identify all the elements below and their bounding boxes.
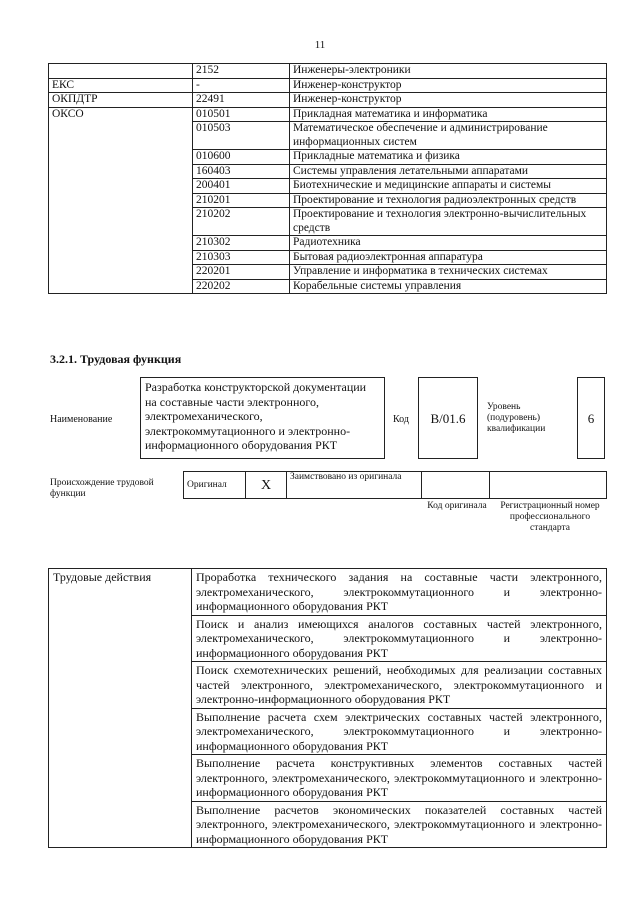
- codes-row: [49, 93, 607, 108]
- action-row: [49, 569, 607, 616]
- codes-row: [49, 150, 607, 165]
- classifier-label: ОКПДТР: [49, 93, 193, 108]
- classifier-code: 22491: [193, 93, 290, 108]
- action-text: Поиск и анализ имеющихся аналогов составных частей электронного, электромеханического, электрокоммутационного и электронно-информационного оборудования РКТ: [192, 615, 607, 662]
- code-original-cell: [422, 472, 490, 499]
- action-text: Выполнение расчета конструктивных элементов составных частей электронного, электромеханического, электрокоммутационного и электронно-информационного оборудования РКТ: [192, 755, 607, 802]
- classifier-label: ЕКС: [49, 78, 193, 93]
- function-code-value: B/01.6: [418, 377, 478, 459]
- actions-label-spacer: [49, 755, 192, 802]
- labor-actions-table: [48, 568, 607, 848]
- actions-label: Трудовые действия: [49, 569, 192, 616]
- classifier-label: ОКСО: [49, 107, 193, 122]
- action-row: [49, 801, 607, 848]
- classifier-label: [49, 150, 193, 165]
- action-row: [49, 755, 607, 802]
- classifier-name: Инженер-конструктор: [290, 78, 607, 93]
- page-number: 11: [314, 39, 326, 51]
- classifier-code: 210303: [193, 250, 290, 265]
- codes-row: [49, 250, 607, 265]
- codes-row: [49, 122, 607, 150]
- classifier-label: [49, 164, 193, 179]
- classifier-name: Управление и информатика в технических системах: [290, 265, 607, 280]
- classifier-name: Прикладные математика и физика: [290, 150, 607, 165]
- original-mark: X: [246, 472, 287, 499]
- level-value: 6: [577, 377, 605, 459]
- actions-label-spacer: [49, 662, 192, 709]
- action-text: Поиск схемотехнических решений, необходимых для реализации составных частей электронного, электромеханического, электрокоммутационного и электронно-информационного оборудования РКТ: [192, 662, 607, 709]
- action-text: Проработка технического задания на составные части электронного, электромеханического, электрокоммутационного и электронно-информационного оборудования РКТ: [192, 569, 607, 616]
- level-label: Уровень (подуровень) квалификации: [487, 402, 546, 434]
- section-title: 3.2.1. Трудовая функция: [50, 352, 182, 366]
- classifier-label: [49, 64, 193, 79]
- classifier-code: 2152: [193, 64, 290, 79]
- reg-number-caption: Регистрационный номер профессионального стандарта: [500, 501, 600, 533]
- original-cell: Оригинал: [184, 472, 246, 499]
- classifier-name: Системы управления летательными аппаратами: [290, 164, 607, 179]
- codes-row: [49, 208, 607, 236]
- classifier-name: Бытовая радиоэлектронная аппаратура: [290, 250, 607, 265]
- classifier-label: [49, 265, 193, 280]
- codes-row: [49, 107, 607, 122]
- classifier-code: 220202: [193, 279, 290, 294]
- classifier-code: 200401: [193, 179, 290, 194]
- classifier-code: 010600: [193, 150, 290, 165]
- classifier-name: Математическое обеспечение и администрирование информационных систем: [290, 122, 607, 150]
- origin-label: Происхождение трудовой функции: [50, 478, 154, 499]
- classifier-code: 010503: [193, 122, 290, 150]
- classifier-name: Инженеры-электроники: [290, 64, 607, 79]
- classifier-label: [49, 122, 193, 150]
- classifier-name: Прикладная математика и информатика: [290, 107, 607, 122]
- borrowed-cell: Заимствовано из оригинала: [287, 472, 422, 499]
- codes-row: [49, 78, 607, 93]
- classifier-label: [49, 179, 193, 194]
- actions-label-spacer: [49, 615, 192, 662]
- action-row: [49, 662, 607, 709]
- code-original-caption: Код оригинала: [427, 501, 487, 511]
- codes-row: [49, 164, 607, 179]
- action-row: [49, 708, 607, 755]
- classifier-name: Биотехнические и медицинские аппараты и системы: [290, 179, 607, 194]
- classifier-name: Радиотехника: [290, 236, 607, 251]
- action-row: [49, 615, 607, 662]
- code-label: Код: [393, 414, 409, 425]
- codes-row: [49, 64, 607, 79]
- reg-number-cell: [490, 472, 607, 499]
- classifier-code: 210201: [193, 193, 290, 208]
- classifier-name: Проектирование и технология электронно-вычислительных средств: [290, 208, 607, 236]
- classifier-label: [49, 208, 193, 236]
- classifier-code: 210202: [193, 208, 290, 236]
- codes-row: [49, 279, 607, 294]
- classifier-code: 160403: [193, 164, 290, 179]
- classifier-label: [49, 236, 193, 251]
- classifier-code: 010501: [193, 107, 290, 122]
- origin-table: [183, 471, 607, 499]
- classifier-name: Проектирование и технология радиоэлектронных средств: [290, 193, 607, 208]
- codes-row: [49, 193, 607, 208]
- classifier-code: -: [193, 78, 290, 93]
- classifier-name: Корабельные системы управления: [290, 279, 607, 294]
- classification-codes-table: [48, 63, 607, 294]
- classifier-label: [49, 279, 193, 294]
- classifier-code: 220201: [193, 265, 290, 280]
- codes-row: [49, 236, 607, 251]
- function-name-value: Разработка конструкторской документации на составные части электронного, электромеханического, электрокоммутационного и электронно-информационного оборудования РКТ: [140, 377, 385, 459]
- actions-label-spacer: [49, 708, 192, 755]
- codes-row: [49, 179, 607, 194]
- actions-label-spacer: [49, 801, 192, 848]
- classifier-label: [49, 250, 193, 265]
- action-text: Выполнение расчета схем электрических составных частей электронного, электромеханического, электрокоммутационного и электронно-информационного оборудования РКТ: [192, 708, 607, 755]
- name-label: Наименование: [50, 414, 113, 425]
- codes-row: [49, 265, 607, 280]
- classifier-label: [49, 193, 193, 208]
- action-text: Выполнение расчетов экономических показателей составных частей электронного, электромеханического, электрокоммутационного и электронно-информационного оборудования РКТ: [192, 801, 607, 848]
- classifier-code: 210302: [193, 236, 290, 251]
- classifier-name: Инженер-конструктор: [290, 93, 607, 108]
